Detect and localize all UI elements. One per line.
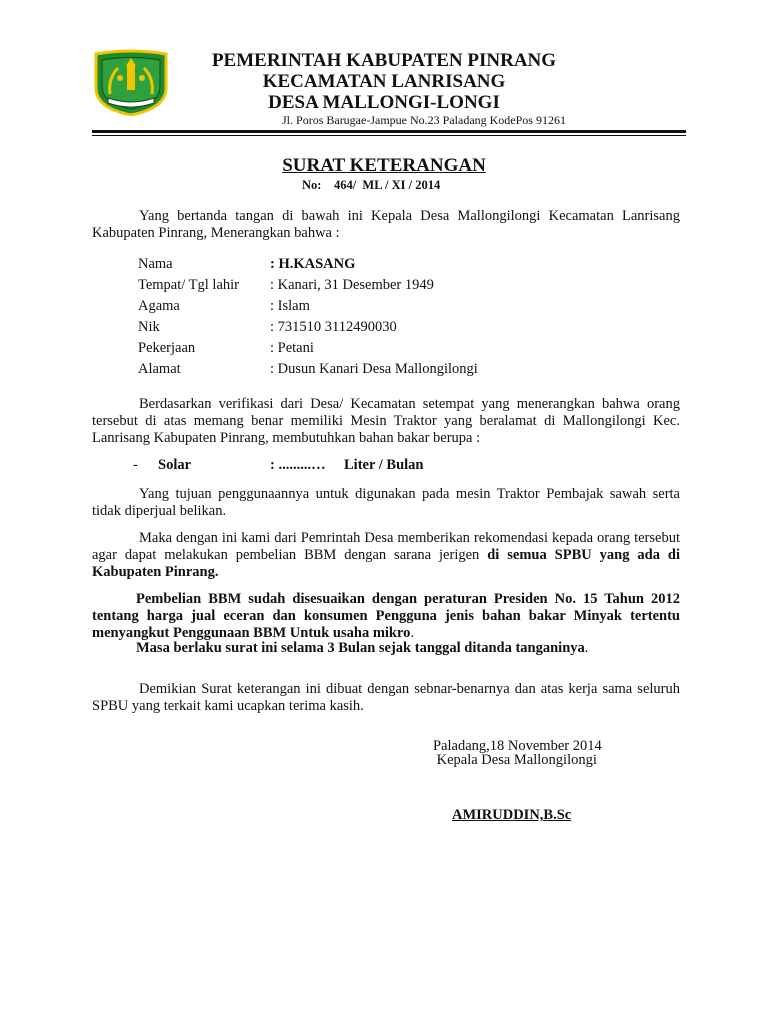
signatory-name: AMIRUDDIN,B.Sc: [452, 807, 572, 823]
field-value-address: : Dusun Kanari Desa Mallongilongi: [270, 361, 478, 377]
recommendation-paragraph: [92, 530, 680, 581]
field-label-religion: Agama: [138, 298, 180, 314]
recommendation-text: Maka dengan ini kami dari Pemrintah Desa memberikan rekomendasi kepada orang tersebut agar dapat melakukan pembelian BBM dengan sarana jerigen: [92, 530, 680, 563]
fuel-amount: : .........…: [270, 457, 326, 473]
recommendation-bold-text: di semua SPBU yang ada di Kabupaten Pinrang.: [92, 547, 680, 580]
fuel-unit: Liter / Bulan: [344, 457, 424, 473]
letterhead-address: Jl. Poros Barugae-Jampue No.23 Paladang KodePos 91261: [282, 113, 566, 127]
field-label-birth: Tempat/ Tgl lahir: [138, 277, 239, 293]
field-label-address: Alamat: [138, 361, 181, 377]
field-value-name: : H.KASANG: [270, 256, 356, 272]
village-name: DESA MALLONGI-LONGI: [268, 92, 500, 113]
regulation-tail: .: [410, 625, 415, 641]
field-value-birth: : Kanari, 31 Desember 1949: [270, 277, 434, 293]
field-value-nik: : 731510 3112490030: [270, 319, 397, 335]
verification-paragraph: Berdasarkan verifikasi dari Desa/ Kecamatan setempat yang menerangkan bahwa orang tersebut di atas memang benar memiliki Mesin Traktor yang beralamat di Mallongilongi Kec. Lanrisang Kabupaten Pinrang, membutuhkan bahan bakar berupa :: [92, 396, 680, 446]
field-value-religion: : Islam: [270, 298, 310, 314]
signature-place-date: Paladang,18 November 2014: [433, 738, 602, 754]
field-label-nik: Nik: [138, 319, 160, 335]
government-name: PEMERINTAH KABUPATEN PINRANG: [211, 50, 557, 71]
fuel-dash: -: [133, 457, 138, 473]
regulation-paragraph: [92, 591, 680, 642]
validity-tail: .: [584, 640, 589, 656]
validity-bold-text: Masa berlaku surat ini selama 3 Bulan sejak tanggal ditanda tanganinya: [136, 640, 585, 656]
signature-position: Kepala Desa Mallongilongi: [433, 752, 597, 768]
fuel-item: Solar: [158, 457, 192, 473]
letter-number: No: 464/ ML / XI / 2014: [302, 178, 441, 192]
letter-title: SURAT KETERANGAN: [282, 155, 486, 176]
field-label-occupation: Pekerjaan: [138, 340, 196, 356]
regulation-bold-text: Pembelian BBM sudah disesuaikan dengan peraturan Presiden No. 15 Tahun 2012 tentang harga jual eceran dan konsumen Pengguna jenis bahan bakar Minyak tertentu menyangkut Penggunaan BBM Untuk usaha mikro: [92, 591, 680, 641]
field-label-name: Nama: [138, 256, 173, 272]
letterhead-divider: [92, 130, 686, 136]
validity-line: [136, 640, 588, 657]
intro-paragraph: Yang bertanda tangan di bawah ini Kepala Desa Mallongilongi Kecamatan Lanrisang Kabupaten Pinrang, Menerangkan bahwa :: [92, 208, 680, 241]
field-value-occupation: : Petani: [270, 340, 314, 356]
district-name: KECAMATAN LANRISANG: [262, 71, 506, 92]
purpose-paragraph: Yang tujuan penggunaannya untuk digunakan pada mesin Traktor Pembajak sawah serta tidak diperjual belikan.: [92, 486, 680, 519]
closing-paragraph: Demikian Surat keterangan ini dibuat dengan sebnar-benarnya dan atas kerja sama seluruh SPBU yang terkait kami ucapkan terima kasih.: [92, 681, 680, 714]
